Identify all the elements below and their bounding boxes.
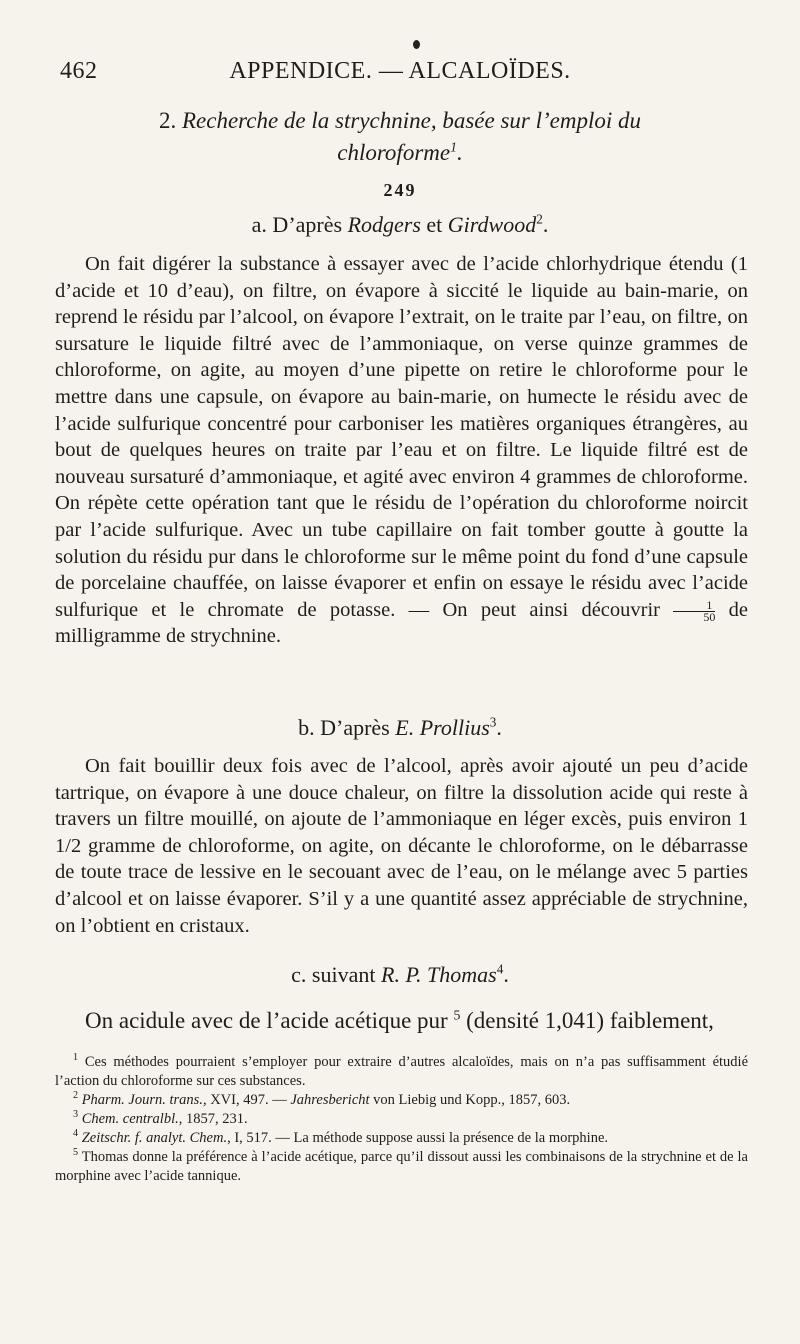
paragraph-a-end: de milligramme de strychnine. <box>55 598 748 648</box>
subsection-a-prefix: a. D’après <box>251 212 343 237</box>
article-number: 249 <box>383 180 417 200</box>
subsection-c-end: . <box>503 962 509 987</box>
subsection-c-prefix: c. suivant <box>291 962 376 987</box>
subsection-b-prefix: b. D’après <box>298 715 390 740</box>
footnote-mark: 3 <box>73 1109 79 1121</box>
subsection-b-heading <box>60 715 740 741</box>
footnote-text: , 1857, 231. <box>178 1111 248 1127</box>
footnote-ref-4: 4 <box>496 961 504 977</box>
ink-spot <box>413 40 420 49</box>
subsection-b-author: E. Prollius <box>395 715 490 740</box>
paragraph-c <box>55 1007 748 1035</box>
footnote <box>55 1091 748 1110</box>
fraction <box>673 597 716 624</box>
fraction-denominator: 50 <box>673 611 715 623</box>
section-title-line2: chloroforme <box>337 140 451 165</box>
footnote <box>55 1148 748 1186</box>
paragraph-c-end: (densité 1,041) faiblement, <box>466 1008 714 1033</box>
paragraph-a <box>55 251 748 650</box>
footnote-mark: 4 <box>73 1128 79 1140</box>
footnote-text: von Liebig und Kopp., 1857, 603. <box>369 1092 571 1108</box>
footnote-source: Chem. centralbl. <box>81 1111 179 1127</box>
paragraph-b: On fait bouillir deux fois avec de l’alcool, après avoir ajouté un peu d’acide tartrique, on évapore à une douce chaleur, on filtre la dissolution acide qui reste à travers un filtre mouillé, on ajoute de l’ammoniaque en léger excès, puis environ 1 1/2 gramme de chloroforme, on agite, on décante le chloroforme, on le débarrasse de toute trace de lessive en le secouant avec de l’eau, on le mélange avec 5 parties d’alcool et on laisse évaporer. S’il y a une quantité assez appréciable de strychnine, on l’obtient en cristaux. <box>55 755 748 937</box>
page-number: 462 <box>60 58 98 84</box>
footnote-mark: 2 <box>73 1090 79 1102</box>
footnote-ref-1: 1 <box>450 139 457 155</box>
subsection-a-author: Rodgers <box>347 212 421 237</box>
subsection-a-mid: et <box>426 212 443 237</box>
subsection-a-end: . <box>542 212 549 237</box>
footnote-mark: 1 <box>73 1052 79 1064</box>
subsection-c-heading <box>60 962 740 988</box>
subsection-b-end: . <box>496 715 502 740</box>
subsection-a-author2: Girdwood <box>447 212 537 237</box>
footnote-source: Zeitschr. f. analyt. Chem. <box>81 1130 228 1146</box>
footnote-source: Jahresbericht <box>290 1092 370 1108</box>
footnote-text: , I, 517. — La méthode suppose aussi la présence de la morphine. <box>227 1130 609 1146</box>
footnote-ref-3: 3 <box>489 714 497 730</box>
section-title-line1: Recherche de la strychnine, basée sur l’emploi du <box>181 108 641 133</box>
footnote <box>55 1053 748 1091</box>
section-number: 2. <box>158 108 177 133</box>
section-title <box>60 105 740 169</box>
running-head: APPENDICE. — ALCALOÏDES. <box>229 58 571 84</box>
footnotes <box>55 1053 748 1186</box>
paragraph-a-text: On fait digérer la substance à essayer avec de l’acide chlorhydrique étendu (1 d’acide et 10 d’eau), on filtre, on évapore à siccité le liquide au bain-marie, on reprend le résidu par l’alcool, on évapore l’extrait, on le traite par l’eau, on filtre, on sursature le liquide filtré avec de l’ammoniaque, on verse quinze grammes de chloroforme, on agite, au moyen d’une pipette on retire le chloroforme pour le mettre dans une capsule, on évapore au bain-marie, on humecte le résidu avec de l’acide sulfurique concentré pour carboniser les matières organiques étrangères, au bout de quelques heures on traite par l’eau et on filtre. Le liquide filtré est de nouveau sursaturé d’ammoniaque, et agité avec environ 4 grammes de chloroforme. On répète cette opération tant que le résidu de l’opération du chloroforme noircit par l’acide sulfurique. Avec un tube capillaire on fait tomber goutte à goutte la solution du résidu pur dans le chloroforme sur le même point du fond d’une capsule de porcelaine chauffée, on laisse évaporer et enfin on essaye le résidu avec l’acide sulfurique et le chromate de potasse. — On peut ainsi découvrir <box>55 253 748 621</box>
subsection-a-heading <box>60 212 740 238</box>
footnote-ref-5: 5 <box>453 1007 461 1023</box>
fraction-numerator: 1 <box>706 597 713 612</box>
page-header <box>60 58 740 85</box>
footnote <box>55 1110 748 1129</box>
footnote <box>55 1129 748 1148</box>
footnote-text: Ces méthodes pourraient s’employer pour extraire d’autres alcaloïdes, mais on n’a pas suffisamment étudié l’action du chloroforme sur ces substances. <box>55 1054 749 1089</box>
subsection-c-author: R. P. Thomas <box>381 962 497 987</box>
footnote-text: , XVI, 497. — <box>202 1092 291 1108</box>
section-title-end: . <box>457 140 463 165</box>
footnote-mark: 5 <box>73 1147 79 1159</box>
footnote-ref-2: 2 <box>536 211 543 227</box>
footnote-text: Thomas donne la préférence à l’acide acétique, parce qu’il dissout aussi les combinaisons de la strychnine et de la morphine avec l’acide tannique. <box>55 1149 748 1184</box>
paragraph-c-text: On acidule avec de l’acide acétique pur <box>85 1008 448 1033</box>
footnote-source: Pharm. Journ. trans. <box>81 1092 203 1108</box>
